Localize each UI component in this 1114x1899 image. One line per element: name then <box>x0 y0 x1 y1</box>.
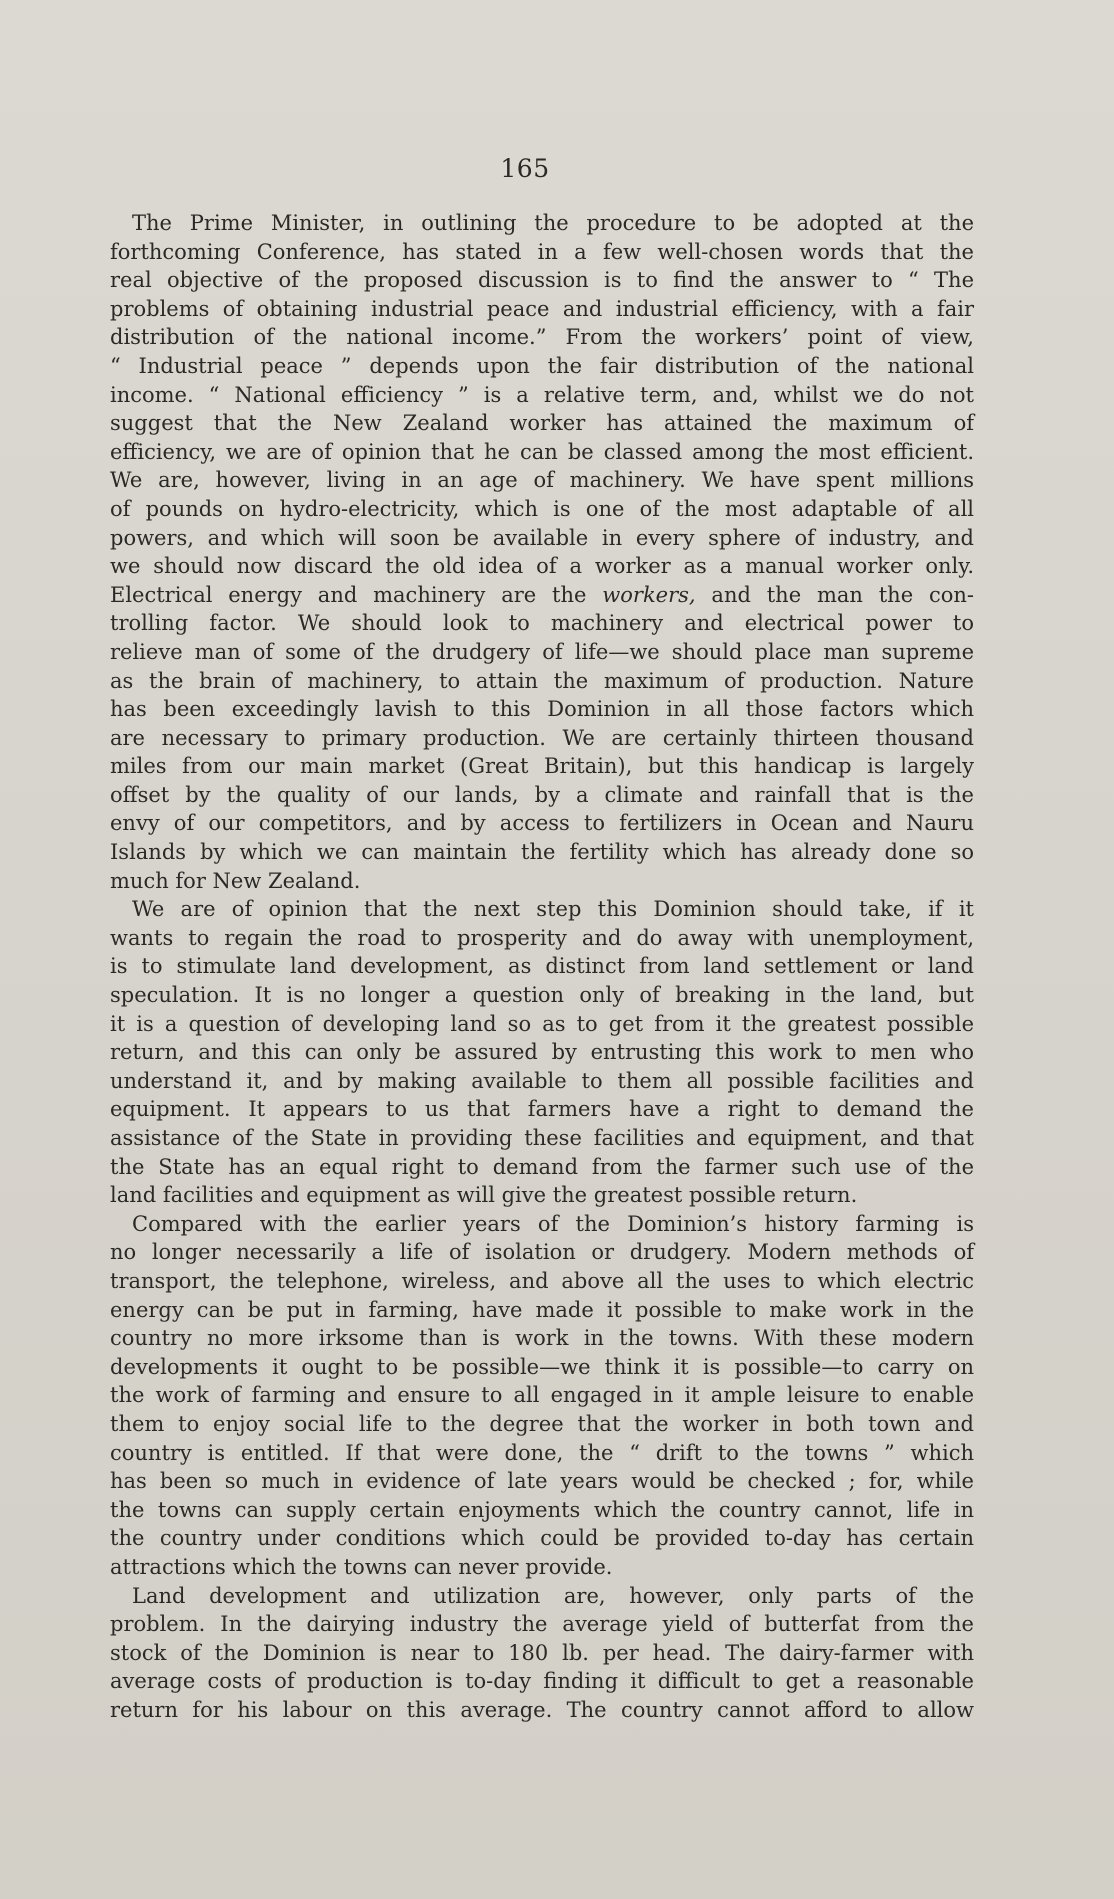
paragraph <box>110 1210 974 1582</box>
text-line: the country under conditions which could be provided to-day has certain <box>110 1526 974 1551</box>
text-line: return for his labour on this average. The country cannot afford to allow <box>110 1697 974 1722</box>
text-line: as the brain of machinery, to attain the maximum of production. Nature <box>110 668 974 693</box>
text-line: assistance of the State in providing these facilities and equipment, and that <box>110 1126 974 1150</box>
text-line: Compared with the earlier years of the Dominion’s history farming is <box>132 1211 974 1236</box>
text-line: the towns can supply certain enjoyments which the country cannot, life in <box>110 1497 974 1522</box>
text-line: We are of opinion that the next step this Dominion should take, if it <box>132 897 974 922</box>
text-line: it is a question of developing land so as to get from it the greatest possible <box>110 1011 974 1036</box>
text-line: the State has an equal right to demand from the farmer such use of the <box>110 1154 974 1179</box>
text-line: we should now discard the old idea of a worker as a manual worker only. <box>110 554 974 579</box>
text-line: problems of obtaining industrial peace and industrial efficiency, with a fair <box>110 296 974 321</box>
text-line: forthcoming Conference, has stated in a few well-chosen words that the <box>110 239 974 264</box>
page-number: 165 <box>500 154 550 183</box>
text-line: country is entitled. If that were done, the “ drift to the towns ” which <box>110 1440 974 1465</box>
text-line: distribution of the national income.” From the workers’ point of view, <box>110 325 974 350</box>
text-line: average costs of production is to-day finding it difficult to get a reasonable <box>110 1669 974 1694</box>
text-line: country no more irksome than is work in the towns. With these modern <box>110 1326 974 1351</box>
text-line: We are, however, living in an age of machinery. We have spent millions <box>110 468 974 493</box>
text-line: The Prime Minister, in outlining the procedure to be adopted at the <box>132 211 974 235</box>
text-line: real objective of the proposed discussion is to find the answer to “ The <box>110 268 974 293</box>
paragraph <box>110 209 974 895</box>
text-line: are necessary to primary production. We are certainly thirteen thousand <box>110 725 974 750</box>
text-line: return, and this can only be assured by entrusting this work to men who <box>110 1040 974 1065</box>
emphasis-text: workers, <box>602 582 696 607</box>
text-line: transport, the telephone, wireless, and above all the uses to which electric <box>110 1268 974 1293</box>
text-line: trolling factor. We should look to machinery and electrical power to <box>110 611 974 636</box>
text-line: attractions which the towns can never provide. <box>110 1554 613 1579</box>
text-line: income. “ National efficiency ” is a relative term, and, whilst we do not <box>110 382 974 407</box>
text-line: has been so much in evidence of late years would be checked ; for, while <box>110 1469 974 1494</box>
text-line: suggest that the New Zealand worker has attained the maximum of <box>110 411 974 436</box>
text-line: land facilities and equipment as will give the greatest possible return. <box>110 1183 858 1208</box>
text-line: the work of farming and ensure to all engaged in it ample leisure to enable <box>110 1383 974 1408</box>
text-line: wants to regain the road to prosperity and do away with unemployment, <box>110 925 974 950</box>
text-line: much for New Zealand. <box>110 868 361 893</box>
text-line: developments it ought to be possible—we think it is possible—to carry on <box>110 1354 974 1379</box>
text-line: them to enjoy social life to the degree that the worker in both town and <box>110 1411 974 1436</box>
text-line: is to stimulate land development, as distinct from land settlement or land <box>110 954 974 979</box>
text-line: energy can be put in farming, have made it possible to make work in the <box>110 1297 974 1322</box>
text-line: offset by the quality of our lands, by a climate and rainfall that is the <box>110 782 974 807</box>
text-line: has been exceedingly lavish to this Dominion in all those factors which <box>110 697 974 722</box>
paragraph <box>110 895 974 1210</box>
text-line: efficiency, we are of opinion that he can be classed among the most efficient. <box>110 439 974 464</box>
body-text <box>110 209 974 1724</box>
text-line: speculation. It is no longer a question only of breaking in the land, but <box>110 983 974 1008</box>
text-line: relieve man of some of the drudgery of life—we should place man supreme <box>110 639 974 664</box>
paragraph <box>110 1582 974 1725</box>
text-line: miles from our main market (Great Britain), but this handicap is largely <box>110 754 974 779</box>
text-line: envy of our competitors, and by access to fertilizers in Ocean and Nauru <box>110 811 974 836</box>
text-line: Electrical energy and machinery are the workers, and the man the con- <box>110 582 974 607</box>
text-line: powers, and which will soon be available in every sphere of industry, and <box>110 525 974 550</box>
text-line: understand it, and by making available to them all possible facilities and <box>110 1068 974 1093</box>
text-line: Islands by which we can maintain the fertility which has already done so <box>110 840 974 865</box>
text-line: no longer necessarily a life of isolation or drudgery. Modern methods of <box>110 1240 974 1265</box>
text-line: problem. In the dairying industry the average yield of butterfat from the <box>110 1612 974 1637</box>
text-line: equipment. It appears to us that farmers have a right to demand the <box>110 1097 974 1122</box>
text-line: of pounds on hydro-electricity, which is one of the most adaptable of all <box>110 496 974 521</box>
text-line: Land development and utilization are, however, only parts of the <box>132 1583 974 1608</box>
text-line: stock of the Dominion is near to 180 lb. per head. The dairy-farmer with <box>110 1640 974 1665</box>
text-line: “ Industrial peace ” depends upon the fair distribution of the national <box>110 353 974 378</box>
